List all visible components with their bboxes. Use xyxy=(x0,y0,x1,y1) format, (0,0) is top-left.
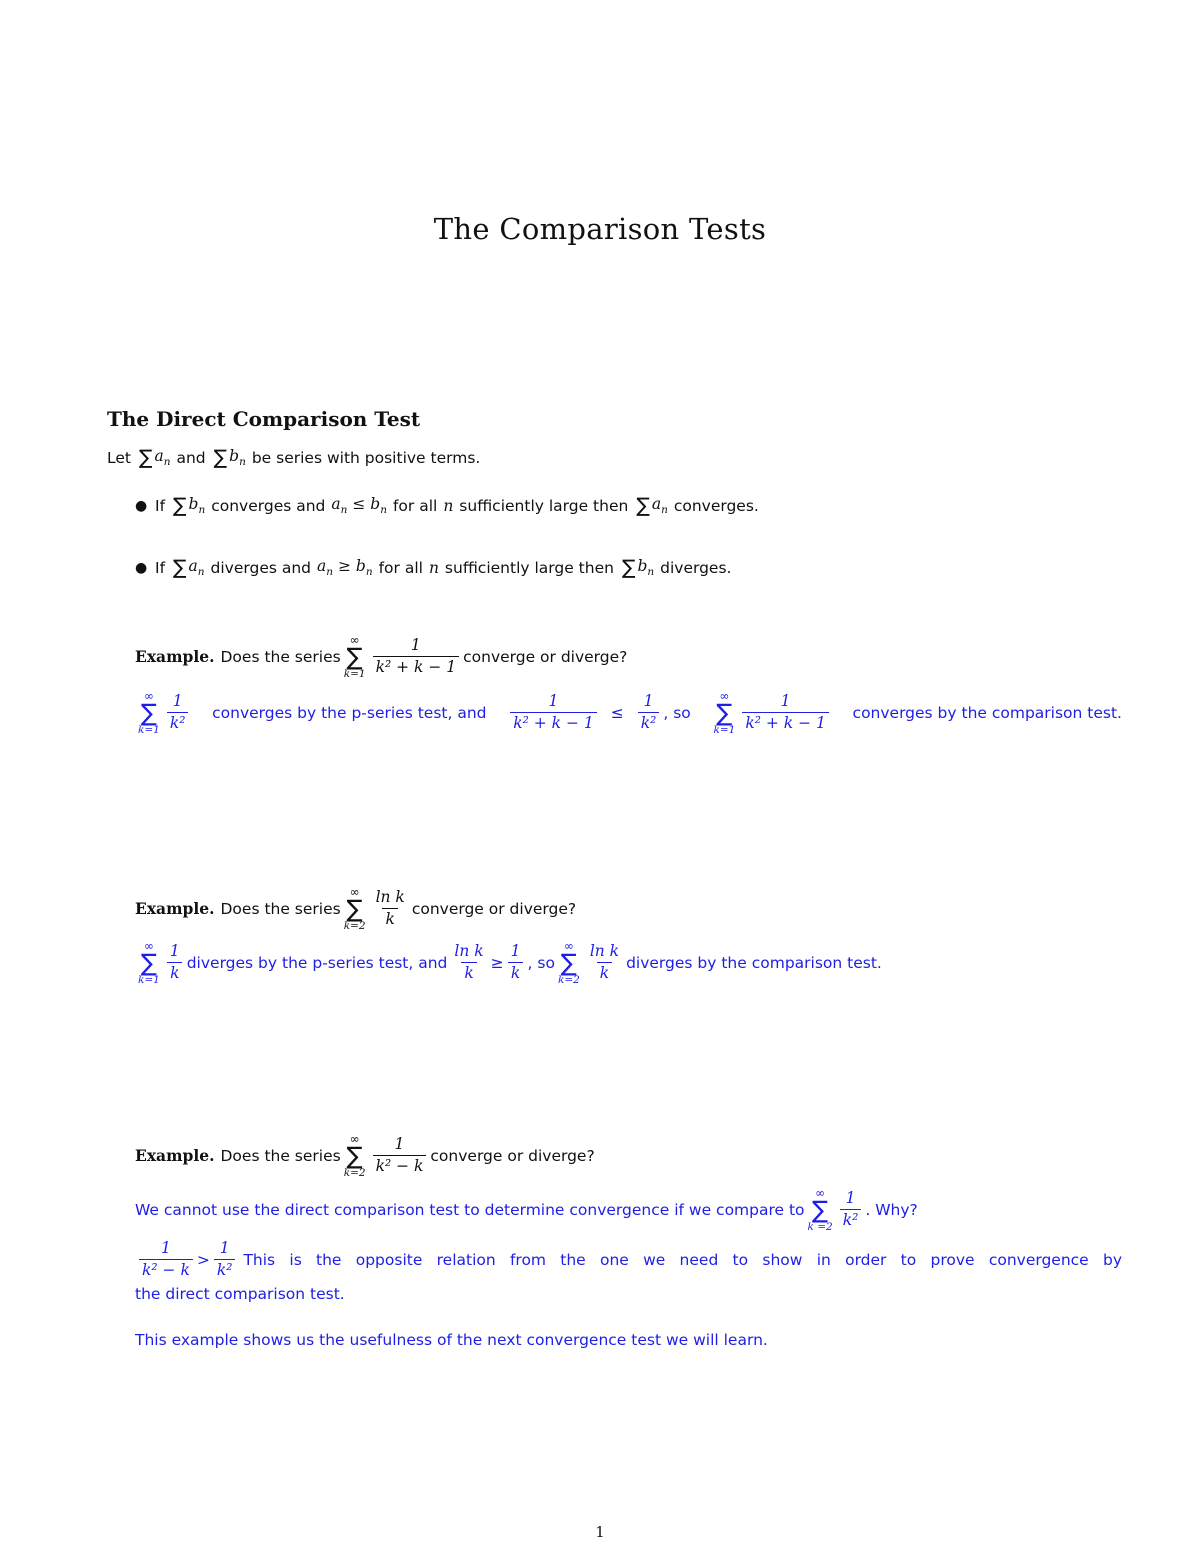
fraction xyxy=(510,693,597,732)
fraction xyxy=(638,693,660,732)
sum-lower-limit: k =2 xyxy=(807,1220,833,1233)
fraction-denominator: k² xyxy=(840,1209,862,1229)
intro-let: Let xyxy=(107,448,131,467)
fraction-denominator: k xyxy=(461,962,476,982)
inequality: $a_n \le b_n$ xyxy=(331,495,387,517)
sum-upper-limit: ∞ xyxy=(349,885,360,899)
bullet-text: for all xyxy=(392,496,438,515)
example-tail: converge or diverge? xyxy=(430,1146,595,1165)
sum-upper-limit: ∞ xyxy=(563,939,574,953)
example-tail: converge or diverge? xyxy=(411,899,577,918)
series-sum xyxy=(138,940,160,985)
sum-lower-limit: k=2 xyxy=(343,919,366,932)
sum-lower-limit: k=1 xyxy=(713,723,736,736)
b-n: $b_n$ xyxy=(229,447,246,469)
section-heading: The Direct Comparison Test xyxy=(107,407,421,431)
example-2-question xyxy=(135,886,576,931)
var-n: n xyxy=(443,496,454,515)
closing-remark: This example shows us the usefulness of the next convergence test we will learn. xyxy=(135,1331,768,1349)
fraction xyxy=(587,943,622,982)
example-label: Example. xyxy=(135,899,215,919)
example-1-question xyxy=(135,634,627,679)
series-sum xyxy=(344,1133,366,1178)
sum-lower-limit: k=1 xyxy=(138,723,160,736)
fraction xyxy=(139,1240,193,1279)
fraction-numerator: 1 xyxy=(643,692,654,711)
a-n: $a_n$ xyxy=(188,557,205,579)
sum-upper-limit: ∞ xyxy=(143,939,154,953)
bullet-if: If xyxy=(155,496,166,515)
bullet-text: sufficiently large then xyxy=(444,558,614,577)
relation-symbol: > xyxy=(196,1250,210,1269)
fraction-denominator: k² xyxy=(214,1259,236,1279)
relation-symbol: ≤ xyxy=(610,703,624,722)
fraction-numerator: 1 xyxy=(410,636,421,655)
sigma-icon: ∑ xyxy=(346,643,363,671)
sigma-icon: ∑ xyxy=(346,895,363,923)
sum-upper-limit: ∞ xyxy=(719,689,730,703)
fraction-numerator: 1 xyxy=(169,942,180,961)
bullet-text: for all xyxy=(378,558,423,577)
fraction xyxy=(840,1190,862,1229)
example-2-answer xyxy=(135,940,882,985)
sum-symbol-icon: ∑ xyxy=(636,492,650,517)
answer-text: , so xyxy=(663,703,691,722)
bullet-icon: ● xyxy=(135,497,148,514)
answer-text: . Why? xyxy=(865,1200,918,1219)
series-sum xyxy=(138,690,160,735)
fraction-denominator: k² − k xyxy=(139,1259,193,1279)
fraction xyxy=(167,693,189,732)
bullet-if: If xyxy=(155,558,166,577)
fraction-numerator: 1 xyxy=(172,692,183,711)
intro-rest: be series with positive terms. xyxy=(251,448,481,467)
relation-symbol: ≥ xyxy=(490,953,504,972)
sum-symbol-icon: ∑ xyxy=(213,444,228,469)
sum-lower-limit: k=2 xyxy=(343,1166,366,1179)
sigma-icon: ∑ xyxy=(716,699,733,727)
example-3-reason-line xyxy=(135,1240,1122,1279)
bullet-item-1 xyxy=(135,492,759,517)
fraction-numerator: 1 xyxy=(845,1189,856,1208)
answer-text: converges by the p-series test, and xyxy=(212,703,487,722)
fraction-denominator: k² + k − 1 xyxy=(742,712,829,732)
fraction-numerator: 1 xyxy=(548,692,559,711)
fraction-numerator: ln k xyxy=(454,942,484,961)
example-3-reason-continued: the direct comparison test. xyxy=(135,1285,345,1303)
sigma-icon: ∑ xyxy=(560,949,577,977)
fraction-denominator: k xyxy=(597,962,612,982)
intro-line xyxy=(107,444,481,469)
series-sum xyxy=(344,634,366,679)
bullet-text: diverges. xyxy=(660,558,732,577)
fraction xyxy=(742,693,829,732)
bullet-text: converges. xyxy=(673,496,759,515)
fraction-numerator: 1 xyxy=(219,1239,230,1257)
sum-symbol-icon: ∑ xyxy=(138,444,153,469)
sum-upper-limit: ∞ xyxy=(349,633,360,647)
sum-upper-limit: ∞ xyxy=(143,689,154,703)
series-sum xyxy=(713,690,735,735)
example-tail: converge or diverge? xyxy=(463,647,628,666)
fraction-denominator: k xyxy=(382,908,397,928)
bullet-icon: ● xyxy=(135,559,148,576)
series-sum xyxy=(808,1187,833,1232)
b-n: $b_n$ xyxy=(188,495,206,517)
bullet-item-2 xyxy=(135,554,732,579)
fraction xyxy=(167,943,183,982)
bullet-text: sufficiently large then xyxy=(459,496,629,515)
a-n: $a_n$ xyxy=(154,447,171,469)
example-3-answer-line xyxy=(135,1187,918,1232)
intro-and: and xyxy=(176,448,206,467)
fraction-numerator: 1 xyxy=(780,692,791,711)
series-term xyxy=(373,889,408,928)
example-question: Does the series xyxy=(220,647,341,666)
answer-text: diverges by the comparison test. xyxy=(626,953,882,972)
sum-upper-limit: ∞ xyxy=(349,1132,360,1146)
sum-symbol-icon: ∑ xyxy=(173,492,187,517)
page-title: The Comparison Tests xyxy=(433,212,767,246)
answer-text: diverges by the p-series test, and xyxy=(186,953,448,972)
inequality: $a_n \ge b_n$ xyxy=(317,557,373,579)
example-question: Does the series xyxy=(220,1146,341,1165)
fraction-numerator: 1 xyxy=(394,1135,405,1154)
sigma-icon: ∑ xyxy=(140,949,157,977)
fraction-denominator: k² − k xyxy=(373,1155,427,1175)
answer-text: We cannot use the direct comparison test to determine convergence if we compare to xyxy=(135,1200,805,1219)
sigma-icon: ∑ xyxy=(812,1196,829,1224)
b-n: $b_n$ xyxy=(637,557,655,579)
fraction-denominator: k² + k − 1 xyxy=(373,656,460,676)
var-n: n xyxy=(428,558,439,577)
sum-lower-limit: k=1 xyxy=(343,667,366,680)
bullet-text: converges and xyxy=(211,496,326,515)
series-sum xyxy=(344,886,366,931)
fraction-denominator: k xyxy=(167,962,182,982)
fraction-denominator: k² + k − 1 xyxy=(510,712,597,732)
series-sum xyxy=(558,940,580,985)
sum-lower-limit: k=1 xyxy=(138,973,160,986)
example-3-question xyxy=(135,1133,595,1178)
sigma-icon: ∑ xyxy=(140,699,157,727)
sum-symbol-icon: ∑ xyxy=(621,554,636,579)
fraction xyxy=(451,943,486,982)
sum-upper-limit: ∞ xyxy=(815,1186,826,1200)
example-label: Example. xyxy=(135,1146,215,1166)
fraction-denominator: k xyxy=(508,962,523,982)
example-label: Example. xyxy=(135,647,215,667)
bullet-text: diverges and xyxy=(210,558,312,577)
page-number: 1 xyxy=(595,1523,605,1541)
fraction-numerator: ln k xyxy=(589,942,620,961)
a-n: $a_n$ xyxy=(651,495,668,517)
fraction xyxy=(508,943,524,982)
fraction-denominator: k² xyxy=(638,712,660,732)
fraction xyxy=(214,1240,236,1279)
fraction-numerator: 1 xyxy=(510,942,521,961)
series-term xyxy=(373,637,460,676)
fraction-denominator: k² xyxy=(167,712,189,732)
example-question: Does the series xyxy=(220,899,341,918)
answer-text: This is the opposite relation from the one we need to show in order to prove convergence by xyxy=(243,1250,1122,1269)
answer-text: , so xyxy=(527,953,555,972)
sigma-icon: ∑ xyxy=(346,1142,363,1170)
series-term xyxy=(373,1136,427,1175)
example-1-answer xyxy=(135,690,1122,735)
fraction-numerator: ln k xyxy=(375,888,405,907)
fraction-numerator: 1 xyxy=(160,1239,171,1257)
sum-symbol-icon: ∑ xyxy=(173,554,187,579)
answer-text: converges by the comparison test. xyxy=(852,703,1122,722)
sum-lower-limit: k=2 xyxy=(557,973,580,986)
